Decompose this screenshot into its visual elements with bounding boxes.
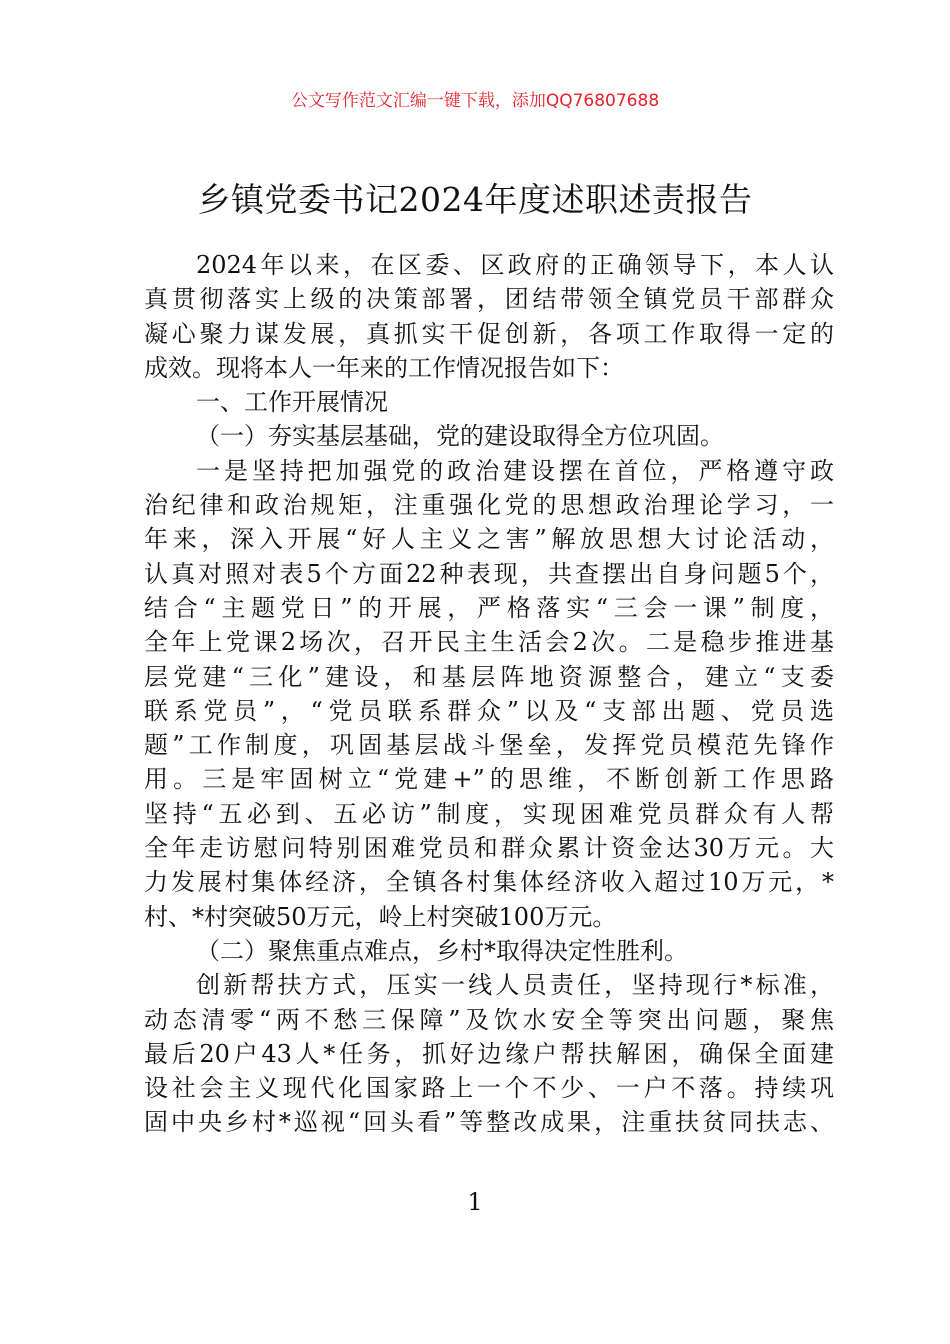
body-line: 最后20户43人*任务，抓好边缘户帮扶解困，确保全面建: [144, 1039, 834, 1068]
body-line: 成效。现将本人一年来的工作情况报告如下：: [144, 353, 624, 382]
body-line: 坚持“五必到、五必访”制度，实现困难党员群众有人帮: [144, 799, 834, 828]
body-line: 联系党员”，“党员联系群众”以及“支部出题、党员选: [144, 696, 834, 725]
body-line: 治纪律和政治规矩，注重强化党的思想政治理论学习，一: [144, 491, 834, 520]
body-line: 动态清零“两不愁三保障”及饮水安全等突出问题，聚焦: [144, 1005, 834, 1034]
body-line: 固中央乡村*巡视“回头看”等整改成果，注重扶贫同扶志、: [144, 1108, 834, 1137]
body-line: （二）聚焦重点难点，乡村*取得决定性胜利。: [196, 936, 688, 965]
body-line: 层党建“三化”建设，和基层阵地资源整合，建立“支委: [144, 662, 834, 691]
body-line: 一是坚持把加强党的政治建设摆在首位，严格遵守政: [196, 456, 834, 485]
body-line: 全年走访慰问特别困难党员和群众累计资金达30万元。大: [144, 834, 834, 863]
body-line: 全年上党课2场次，召开民主生活会2次。二是稳步推进基: [144, 628, 834, 657]
download-banner: 公文写作范文汇编一键下载，添加QQ76807688: [290, 91, 660, 111]
body-line: 题”工作制度，巩固基层战斗堡垒，发挥党员模范先锋作: [144, 731, 834, 760]
body-line: 凝心聚力谋发展，真抓实干促创新，各项工作取得一定的: [144, 319, 834, 348]
body-line: 2024年以来，在区委、区政府的正确领导下，本人认: [196, 251, 834, 279]
body-line: 认真对照对表5个方面22种表现，共查摆出自身问题5个，: [144, 559, 834, 588]
document-body: [144, 248, 834, 1140]
body-line: 创新帮扶方式，压实一线人员责任，坚持现行*标准，: [196, 971, 834, 1000]
body-line: 一、工作开展情况: [196, 388, 388, 417]
body-line: （一）夯实基层基础，党的建设取得全方位巩固。: [196, 422, 724, 451]
body-line: 结合“主题党日”的开展，严格落实“三会一课”制度，: [144, 593, 834, 622]
body-line: 村、*村突破50万元，岭上村突破100万元。: [144, 902, 617, 931]
body-line: 设社会主义现代化国家路上一个不少、一户不落。持续巩: [144, 1074, 834, 1103]
body-line: 力发展村集体经济，全镇各村集体经济收入超过10万元，*: [144, 868, 834, 897]
page-number: 1: [467, 1188, 483, 1216]
document-title: 乡镇党委书记2024年度述职述责报告: [197, 180, 753, 219]
body-line: 年来，深入开展“好人主义之害”解放思想大讨论活动，: [144, 525, 834, 554]
body-line: 用。三是牢固树立“党建+”的思维，不断创新工作思路: [144, 765, 834, 794]
body-line: 真贯彻落实上级的决策部署，团结带领全镇党员干部群众: [144, 285, 834, 314]
